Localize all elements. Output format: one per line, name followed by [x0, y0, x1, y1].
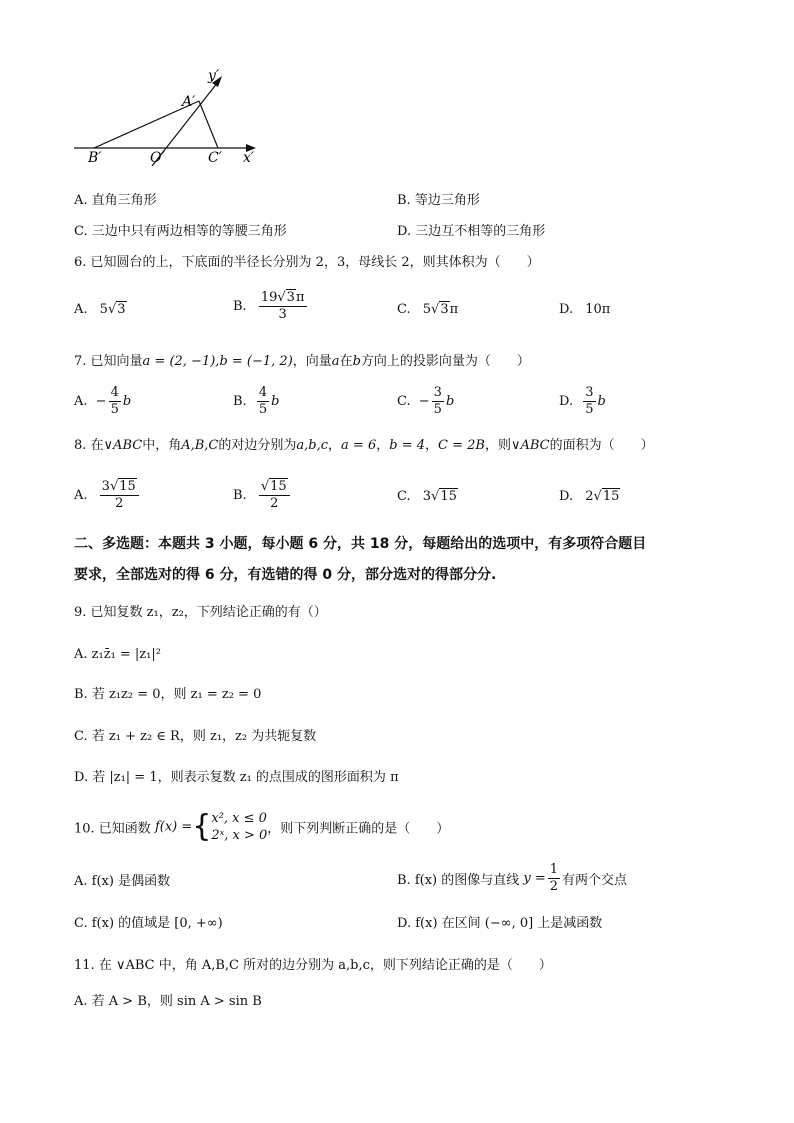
fraction [100, 479, 139, 512]
value: 10π [585, 302, 611, 317]
vector-a-def: a = (2, −1), [142, 354, 220, 369]
radicand: 15 [270, 479, 287, 494]
q6-option-c[interactable] [397, 301, 458, 319]
section-heading-line2: 要求，全部选对的得 6 分，有选错的得 0 分，部分选对的得部分分. [74, 567, 497, 583]
q9-option-b[interactable]: B. 若 z₁z₂ = 0，则 z₁ = z₂ = 0 [74, 687, 262, 702]
radicand: 3 [286, 290, 295, 305]
denominator: 2 [270, 496, 279, 511]
vector-b: b [122, 394, 132, 409]
stem-part: ，则 [484, 438, 511, 453]
coefficient: 3 [422, 489, 432, 504]
point-a-label: A′ [182, 94, 196, 110]
angles: A,B,C [181, 438, 219, 453]
q9-option-a[interactable]: A. z₁z̄₁ = |z₁|² [74, 647, 161, 662]
q8-option-a[interactable] [74, 479, 141, 512]
case-1: x², x ≤ 0 [211, 811, 267, 826]
q10-option-b[interactable] [397, 862, 627, 895]
sqrt-sign: √ [431, 302, 440, 317]
q5-option-d[interactable]: D. 三边互不相等的三角形 [397, 224, 546, 239]
q8-option-b[interactable] [233, 479, 292, 512]
option-text: 有两个交点 [562, 873, 628, 888]
denominator: 2 [549, 879, 559, 894]
radicand: 3 [440, 302, 449, 317]
b-equation: b = 4 [389, 438, 425, 453]
option-label: A. [74, 302, 88, 317]
sign: − [418, 394, 430, 409]
fraction [259, 290, 307, 323]
option-label: D. [559, 302, 574, 317]
denominator: 5 [433, 402, 442, 417]
q6-option-d[interactable] [559, 301, 610, 319]
option-label: B. [233, 299, 247, 314]
point-b-label: B′ [88, 150, 102, 166]
triangle-symbol: ∨ABC [103, 438, 143, 453]
fraction [259, 479, 290, 512]
option-label: C. [397, 394, 411, 409]
q7-stem [74, 353, 530, 371]
fraction [583, 385, 595, 418]
denominator: 2 [115, 496, 124, 511]
vector-a: a [331, 354, 340, 369]
numerator: 1 [549, 862, 559, 877]
denominator: 5 [258, 402, 268, 417]
stem-part: ， [376, 438, 390, 453]
stem-pre: 7. 已知向量 [74, 354, 143, 369]
line-y: y = [523, 871, 546, 886]
numerator: 4 [110, 385, 119, 400]
point-c-label: C′ [208, 150, 222, 166]
coefficient: 2 [585, 489, 594, 504]
option-label: D. [559, 489, 574, 504]
q7-option-d[interactable] [559, 385, 606, 418]
q6-stem: 6. 已知圆台的上，下底面的半径长分别为 2，3，母线长 2，则其体积为（ ） [74, 255, 540, 270]
option-label: C. [397, 489, 411, 504]
vector-b: b [352, 354, 361, 369]
option-label: C. [397, 302, 411, 317]
q8-option-d[interactable] [559, 488, 620, 506]
sqrt-sign: √ [431, 489, 440, 504]
q7-option-b[interactable] [233, 385, 279, 418]
radicand: 15 [440, 489, 457, 504]
q5-option-a[interactable]: A. 直角三角形 [74, 193, 157, 208]
stem-part: ， [424, 438, 438, 453]
q11-stem: 11. 在 ∨ABC 中，角 A,B,C 所对的边分别为 a,b,c，则下列结论正确的是（ ） [74, 958, 552, 973]
option-label: A. [74, 488, 88, 503]
y-axis-label: y′ [208, 68, 220, 84]
pi-symbol: π [295, 290, 305, 305]
stem-part: 10. 已知函数 [74, 821, 151, 837]
q6-option-b[interactable] [233, 290, 309, 323]
coefficient: 3 [101, 479, 110, 494]
q9-option-c[interactable]: C. 若 z₁ + z₂ ∈ R，则 z₁，z₂ 为共轭复数 [74, 729, 317, 744]
fraction [109, 385, 121, 418]
option-text: B. f(x) 的图像与直线 [397, 873, 520, 888]
option-label: B. [233, 394, 247, 409]
q9-stem: 9. 已知复数 z₁，z₂，下列结论正确的有（） [74, 605, 327, 620]
q10-stem [74, 810, 449, 844]
stem-part: ，则下列判断正确的是（ ） [267, 821, 450, 837]
numerator: 3 [433, 385, 442, 400]
q7-option-a[interactable] [74, 385, 131, 418]
q6-option-a[interactable] [74, 301, 127, 319]
q11-option-a[interactable]: A. 若 A > B，则 sin A > sin B [74, 994, 262, 1009]
triangle-symbol: ∨ABC [510, 438, 550, 453]
sqrt-sign: √ [109, 479, 119, 494]
sides: a,b,c [296, 438, 329, 453]
radicand: 15 [119, 479, 136, 494]
x-axis-label: x′ [243, 150, 255, 166]
pi-symbol: π [449, 302, 459, 317]
oblique-axis-figure [60, 62, 270, 170]
numerator-coef: 19 [260, 290, 278, 305]
option-label: A. [74, 394, 88, 409]
sqrt-sign: √ [277, 290, 286, 305]
sqrt-sign: √ [593, 489, 602, 504]
a-equation: a = 6 [341, 438, 377, 453]
stem-part: 8. 在 [74, 438, 104, 453]
coefficient: 5 [422, 302, 432, 317]
coefficient: 5 [99, 302, 108, 317]
vector-b: b [445, 394, 455, 409]
radicand: 15 [602, 489, 620, 504]
sqrt-sign: √ [107, 302, 117, 317]
option-label: B. [233, 488, 247, 503]
numerator: 3 [585, 385, 594, 400]
vector-b-def: b = (−1, 2) [219, 354, 293, 369]
c-equation: C = 2B [438, 438, 485, 453]
q8-stem [74, 437, 654, 455]
segment-a-c [199, 101, 218, 148]
q10-option-d[interactable]: D. f(x) 在区间 (−∞, 0] 上是减函数 [397, 916, 603, 931]
q5-option-c[interactable]: C. 三边中只有两边相等的等腰三角形 [74, 224, 287, 239]
section-heading-line1: 二、多选题：本题共 3 小题，每小题 6 分，共 18 分，每题给出的选项中，有多项符合题目 [74, 536, 647, 552]
fraction [257, 385, 269, 418]
case-2: 2ˣ, x > 0 [211, 828, 268, 843]
sqrt-sign: √ [260, 479, 270, 494]
denominator: 3 [278, 307, 287, 322]
q7-option-c[interactable] [397, 385, 454, 418]
q5-option-b[interactable]: B. 等边三角形 [397, 193, 480, 208]
stem-part: ， [328, 438, 342, 453]
denominator: 5 [110, 402, 119, 417]
stem-mid: ，向量 [292, 354, 332, 369]
denominator: 5 [585, 402, 594, 417]
stem-in: 在 [339, 354, 353, 369]
fraction [432, 385, 444, 418]
option-label: D. [559, 394, 574, 409]
radicand: 3 [117, 302, 126, 317]
point-o-label: O′ [150, 150, 165, 166]
function-name: f(x) = [154, 819, 193, 835]
piecewise-cases [211, 810, 267, 844]
fraction [548, 862, 560, 895]
stem-part: 的面积为（ ） [549, 438, 654, 453]
vector-b: b [271, 394, 280, 409]
stem-part: 的对边分别为 [218, 438, 297, 453]
vector-b: b [597, 394, 606, 409]
numerator: 4 [258, 385, 268, 400]
q10-option-c[interactable]: C. f(x) 的值域是 [0, +∞) [74, 916, 223, 931]
stem-post: 方向上的投影向量为（ ） [360, 354, 530, 369]
piecewise-brace: { [192, 809, 212, 844]
stem-part: 中，角 [142, 438, 182, 453]
sign: − [95, 394, 107, 409]
q9-option-d[interactable]: D. 若 |z₁| = 1，则表示复数 z₁ 的点围成的图形面积为 π [74, 770, 399, 785]
q10-option-a[interactable]: A. f(x) 是偶函数 [74, 874, 171, 889]
q8-option-c[interactable] [397, 488, 458, 506]
